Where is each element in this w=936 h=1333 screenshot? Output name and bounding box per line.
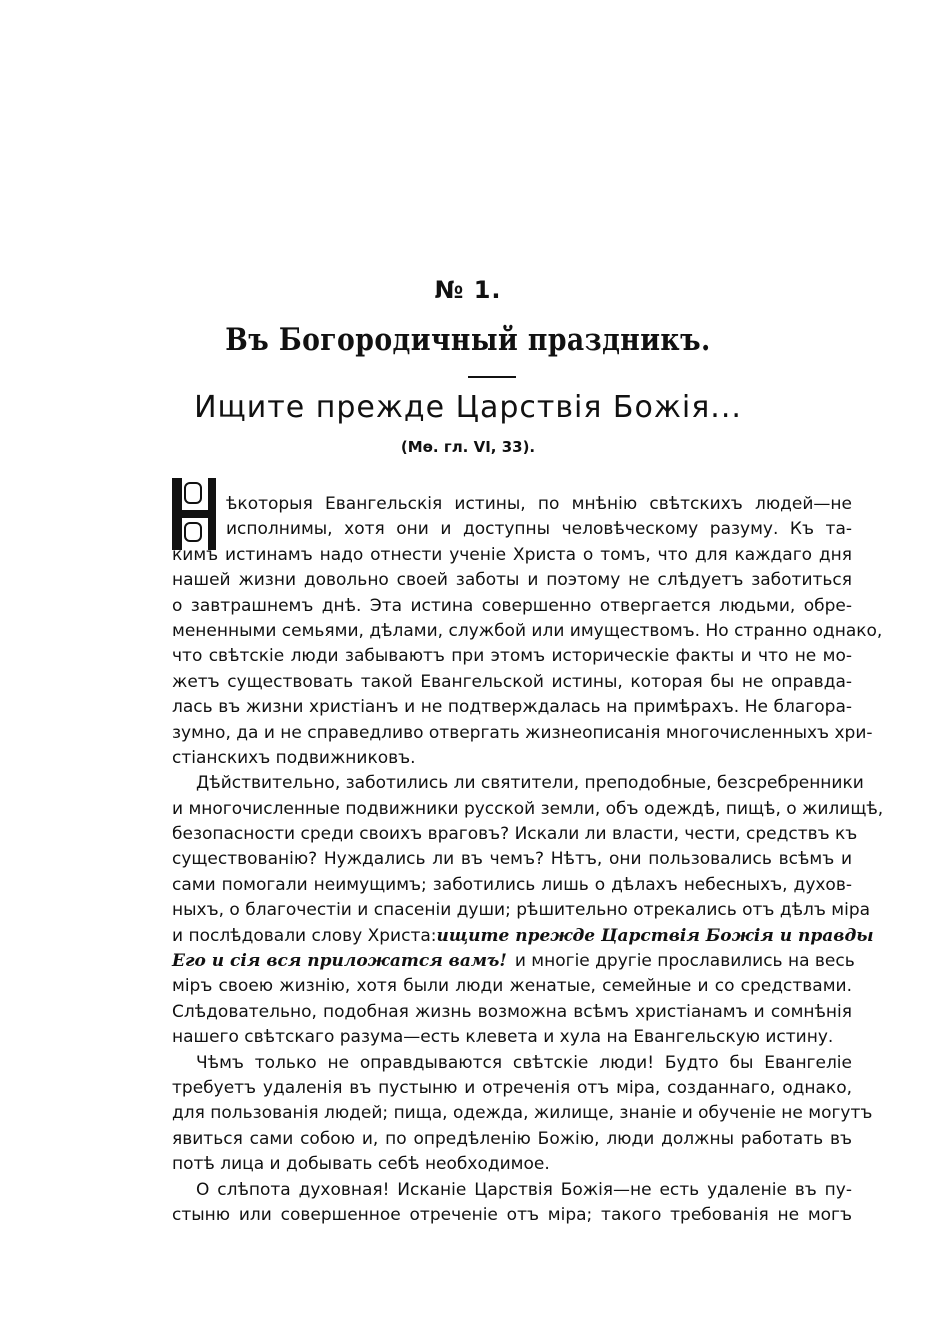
text-line: Дѣйствительно, заботились ли святители, преподобные, безсребренники <box>196 773 864 794</box>
text-line: лась въ жизни христіанъ и не подтверждалась на примѣрахъ. Не благора- <box>172 697 852 718</box>
article-subtitle: Ищите прежде Царствія Божія... <box>194 390 742 425</box>
text-line: требуетъ удаленія въ пустыню и отреченія отъ міра, созданнаго, однако, <box>172 1077 852 1098</box>
text-line: безопасности среди своихъ враговъ? Искали ли власти, чести, средствъ къ <box>172 824 858 845</box>
text-line: зумно, да и не справедливо отвергать жизнеописанія многочисленныхъ хри- <box>172 722 873 743</box>
text-line: кимъ истинамъ надо отнести ученіе Христа о томъ, что для каждаго дня <box>172 544 852 565</box>
text-line: міръ своею жизнію, хотя были люди женатые, семейные и со средствами. <box>172 976 852 997</box>
text-fragment: и послѣдовали слову Христа: <box>172 925 437 946</box>
text-line: существованію? Нуждались ли въ чемъ? Нѣтъ, они пользовались всѣмъ и <box>172 849 852 870</box>
scripture-reference: (Мѳ. гл. VI, 33). <box>400 438 536 456</box>
gospel-quote-part2: Его и сія вся приложатся вамъ! <box>172 951 507 972</box>
text-line: нашей жизни довольно своей заботы и поэтому не слѣдуетъ заботиться <box>172 570 852 591</box>
text-line: жетъ существовать такой Евангельской истины, которая бы не оправда- <box>172 671 852 692</box>
text-line: исполнимы, хотя они и доступны человѣческому разуму. Къ та- <box>226 519 852 540</box>
text-line: ныхъ, о благочестіи и спасеніи души; рѣшительно отрекались отъ дѣлъ міра <box>172 900 871 921</box>
text-line: сами помогали неимущимъ; заботились лишь о дѣлахъ небесныхъ, духов- <box>172 874 852 895</box>
title-divider <box>468 376 516 378</box>
text-line-with-quote <box>172 924 874 949</box>
text-line: потѣ лица и добывать себѣ необходимое. <box>172 1154 550 1175</box>
text-line: мененными семьями, дѣлами, службой или имуществомъ. Но странно однако, <box>172 620 883 641</box>
text-line: Чѣмъ только не оправдываются свѣтскіе люди! Будто бы Евангеліе <box>196 1052 852 1073</box>
text-line: Слѣдовательно, подобная жизнь возможна всѣмъ христіанамъ и сомнѣнія <box>172 1001 852 1022</box>
text-line: явиться сами собою и, по опредѣленію Божію, люди должны работать въ <box>172 1128 852 1149</box>
text-line: о завтрашнемъ днѣ. Эта истина совершенно отвергается людьми, обре- <box>172 595 852 616</box>
article-body <box>172 492 884 1228</box>
gospel-quote-part1: ищите прежде Царствія Божія и правды <box>436 925 874 946</box>
text-line: для пользованія людей; пища, одежда, жилище, знаніе и обученіе не могутъ <box>172 1103 873 1124</box>
text-line: нашего свѣтскаго разума—есть клевета и хула на Евангельскую истину. <box>172 1027 834 1048</box>
text-line: О слѣпота духовная! Исканіе Царствія Божія—не есть удаленіе въ пу- <box>196 1179 852 1200</box>
text-fragment: и многіе другіе прославились на весь <box>514 951 855 972</box>
text-line: ѣкоторыя Евангельскія истины, по мнѣнію свѣтскихъ людей—не <box>226 494 852 514</box>
text-line: что свѣтскіе люди забываютъ при этомъ историческіе факты и что не мо- <box>172 646 852 667</box>
article-title: Въ Богородичный праздникъ. <box>225 322 711 358</box>
text-line: стыню или совершенное отреченіе отъ міра; такого требованія не могъ <box>172 1204 852 1225</box>
text-line: и многочисленные подвижники русской земли, объ одеждѣ, пищѣ, о жилищѣ, <box>172 798 884 819</box>
text-line: стіанскихъ подвижниковъ. <box>172 747 416 768</box>
text-line-with-quote <box>172 949 855 974</box>
article-number: № 1. <box>434 276 502 304</box>
